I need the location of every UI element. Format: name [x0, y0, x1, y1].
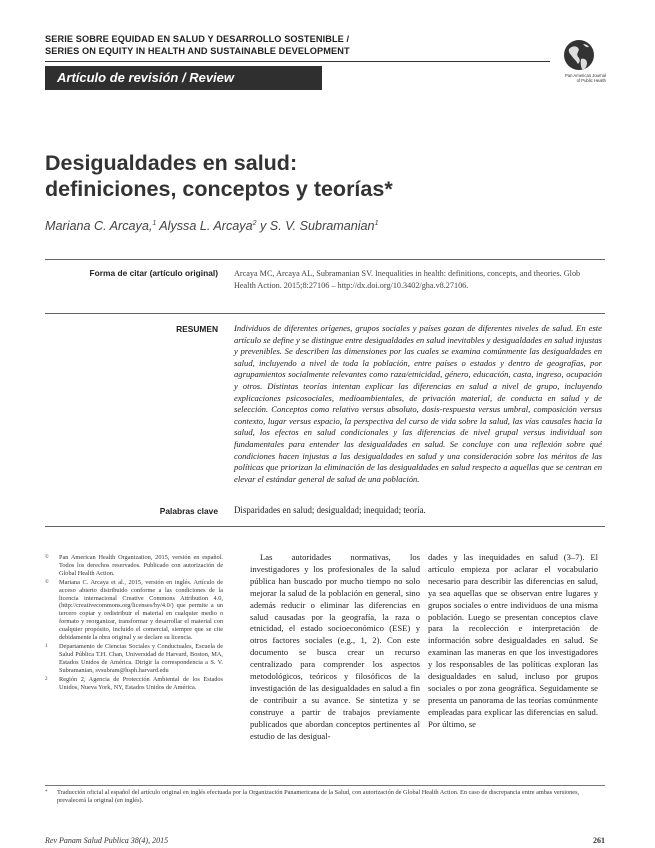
divider-abstract	[45, 313, 605, 314]
journal-citation: Rev Panam Salud Publica 38(4), 2015	[45, 836, 169, 845]
body-column-2: dades y las inequidades en salud (3–7). El artículo empieza por aclarar el vocabulario necesario para describir las diferencias en salud, ya sea aquellas que se observan entre lugares y grupos sociales o entre individuos de una misma población. Luego se presentan conceptos clave para la recolección e interpretación de información sobre desigualdades en salud. Se examinan las maneras en que los investigadores y los responsables de las políticas exploran las desigualdades en salud, incluso por grupos sociales o por zona geográfica. Seguidamente se presenta un panorama de las teorías comúnmente empleadas para explicar las diferencias en salud. Por último, se	[428, 552, 598, 729]
abstract-label: RESUMEN	[176, 324, 218, 334]
footnote-rule	[45, 785, 605, 786]
keywords-label: Palabras clave	[159, 506, 218, 516]
series-line-es: SERIE SOBRE EQUIDAD EN SALUD Y DESARROLLO SOSTENIBLE /	[45, 34, 350, 44]
translation-footnote: * Traducción oficial al español del artículo original en inglés efectuada por la Organización Panamericana de la Salud, con autorización de Global Health Action. En caso de discrepancia entre ambas versiones, prevalecerá la original (en inglés).	[45, 789, 580, 804]
note-copyright-es: © Pan American Health Organization, 2015, versión en español. Todos los derechos reservados. Publicado con autorización de Global Health Action.	[45, 554, 223, 577]
note-affiliation-2: 2 Región 2, Agencia de Protección Ambiental de los Estados Unidos, Nueva York, NY, Estados Unidos de América.	[45, 675, 223, 691]
author-list: Mariana C. Arcaya,$^1$ Alyssa L. Arcaya$^2$ y S. V. Subramanian$^1$	[45, 219, 379, 233]
header-rule	[45, 61, 550, 62]
journal-logo-text: Pan American Journal of Public Health	[565, 73, 606, 83]
author-2: Alyssa L. Arcaya	[156, 219, 253, 233]
page-number: 261	[593, 836, 605, 845]
article-title	[45, 150, 545, 202]
author-1: Mariana C. Arcaya,	[45, 219, 153, 233]
title-line-2: definiciones, conceptos y teorías*	[45, 177, 393, 201]
series-header	[45, 33, 350, 57]
series-line-en: SERIES ON EQUITY IN HEALTH AND SUSTAINABLE DEVELOPMENT	[45, 46, 350, 56]
divider-body	[45, 526, 605, 527]
citation-text: Arcaya MC, Arcaya AL, Subramanian SV. Inequalities in health: definitions, concepts, and theories. Glob Health Action. 2015;8:27106 – http://dx.doi.org/10.3402/gha.v8.27106.	[234, 269, 581, 290]
keywords-text: Disparidades en salud; desigualdad; inequidad; teoría.	[234, 505, 426, 515]
section-banner	[45, 66, 322, 90]
body-column-1: Las autoridades normativas, los investigadores y los profesionales de la salud pública han buscado por mucho tiempo no solo mejorar la salud de la población en general, sino además reducir o eliminar las diferencias en salud causadas por la geografía, la raza o etnicidad, el estado socioeconómico (ESE) y otros factores sociales (e.g., 1, 2). Con este documento se busca crear un recurso centralizado para comprender los aspectos metodológicos, teóricos y filosóficos de la investigación de las desigualdades en salud a fin de contribuir a su avance. Se sintetiza y se construye a partir de trabajos previamente publicados que abordan conceptos pertinentes al estudio de las desigual-	[250, 552, 420, 741]
author-3: y S. V. Subramanian	[256, 219, 375, 233]
affiliation-notes	[45, 554, 223, 692]
abstract-text: Individuos de diferentes orígenes, grupos sociales y países gozan de diferentes niveles de salud. En este artículo se define y se distingue entre desigualdades en salud inevitables y desigualdades en salud injustas y prevenibles. Se describen las dimensiones por las cuales se examina comúnmente las desigualdades en salud, incluyendo a nivel de toda la población, entre países o estados y dentro de geografías, por agrupamientos socialmente relevantes como raza/etnicidad, género, educación, casta, ingreso, ocupación y otros. Distintas teorías intentan explicar las diferencias en salud a nivel de grupo, incluyendo explicaciones psicosociales, medioambientales, de privación material, de conducta en salud y de selección. Conceptos como relativo versus absoluto, dosis-respuesta versus umbral, composición versus contexto, lugar versus espacio, la perspectiva del curso de vida sobre la salud, las vías causales hacia la salud, los efectos en salud condicionales y las diferencias de nivel grupal versus individual son fundamentales para entender las desigualdades en salud. Se concluye con una reflexión sobre qué condiciones hacen injustas a las desigualdades en salud y una consideración sobre los méritos de las políticas que priorizan la eliminación de las desigualdades en salud respecto a aquellas que se centran en elevar el estándar general de salud de una población.	[234, 323, 602, 484]
note-affiliation-1: 1 Departamento de Ciencias Sociales y Conductuales, Escuela de Salud Pública T.H. Chan, Universidad de Harvard, Boston, MA, Estados Unidos de América. Dirigir la correspondencia a S. V. Subramanian, svsubram@hsph.harvard.edu	[45, 642, 223, 674]
title-line-1: Desigualdades en salud:	[45, 151, 298, 175]
citation-label: Forma de citar (artículo original)	[89, 268, 218, 278]
divider-citation	[45, 259, 605, 260]
section-label: Artículo de revisión / Review	[57, 70, 234, 85]
note-copyright-en: © Mariana C. Arcaya et al., 2015, versión en inglés. Artículo de acceso abierto distribuido conforme a las condiciones de la licencia internacional Creative Commons Attribution 4.0, (http://creativecommons.org/licenses/by/4.0/) que permite a un tercero copiar y redistribuir el material en cualquier medio o formato y reorganizar, transformar y desarrollar el material con cualquier propósito, incluido el comercial, siempre que se cite debidamente la obra original y se declare su licencia.	[45, 578, 223, 642]
